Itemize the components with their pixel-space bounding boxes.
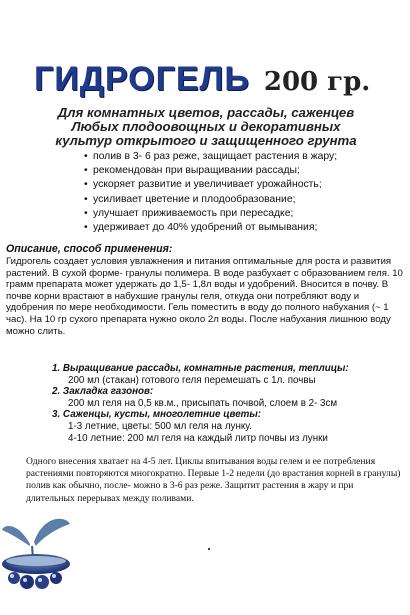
bullet: • — [84, 179, 88, 191]
title-main: ГИДРОГЕЛЬ — [34, 60, 250, 98]
step-text: 1-3 летние, цветы: 500 мл геля на лунку. — [68, 420, 252, 432]
list-item — [84, 207, 404, 221]
list-item — [84, 164, 404, 178]
step-text: 200 мл геля на 0,5 кв.м., присыпать почвой, слоем в 2- 3см — [68, 397, 338, 409]
description-text: Гидрогель создает условия увлажнения и питания оптимальные для роста и развития растений. В сухой форме- гранулы полимера. В воде разбухает с образованием геля. 10 грамм препарата может удержать до 1,5- 1,8л воды и удобрений. Вносится в почву. В почве корни врастают в набухшие гранулы геля, откуда они потребляют воду и удобрения по мере необходимости. Гель поместить в воду до полного набухания (~ 1 час). На 10 гр сухого препарата нужно около 2л воды. После набухания лишнюю воду можно слить. — [6, 256, 403, 337]
benefits-list — [84, 150, 404, 235]
benefit-text: улучшает приживаемость при пересадке; — [93, 207, 294, 219]
benefit-text: полив в 3- 6 раз реже, защищает растения в жару; — [93, 151, 338, 162]
list-item — [84, 150, 404, 164]
longevity-note: Одного внесения хватает на 4-5 лет. Циклы впитывания воды гелем и ее потребления растениями повторяются многократно. Первые 1-2 недели (до врастания корней в гранулы) полив как обычно, после- можно в 3-6 раз реже. Защитит растения в жару и при длительных перерывах между поливами. — [26, 456, 401, 504]
title-weight: 200 гр. — [263, 67, 371, 97]
list-item — [84, 178, 404, 192]
list-item — [84, 193, 404, 207]
bullet: • — [84, 222, 88, 234]
benefit-text: усиливает цветение и плодообразование; — [93, 193, 296, 205]
description-heading: Описание, способ применения: — [6, 243, 173, 255]
list-item — [84, 221, 404, 235]
benefit-text: ускоряет развитие и увеличивает урожайность; — [93, 179, 322, 191]
step-title: 3. Саженцы, кусты, многолетние цветы: — [52, 409, 261, 421]
step-text: 4-10 летние: 200 мл геля на каждый литр почвы из лунки — [68, 432, 328, 444]
subtitle-line: Любых плодоовощных и декоративных — [71, 119, 341, 134]
sprout-logo-icon — [0, 506, 74, 598]
benefit-text: рекомендован при выращивании рассады; — [93, 165, 300, 177]
step-title: 1. Выращивание рассады, комнатные растения, теплицы: — [52, 363, 349, 374]
step-text: 200 мл (стакан) готового геля перемешать с 1л. почвы — [68, 374, 316, 386]
bullet: • — [84, 165, 88, 177]
bullet: • — [84, 151, 88, 162]
bullet: • — [84, 193, 88, 205]
benefit-text: удерживает до 40% удобрений от вымывания; — [93, 222, 318, 234]
subtitle — [14, 106, 398, 148]
step-title: 2. Закладка газонов: — [52, 386, 154, 398]
subtitle-line: Для комнатных цветов, рассады, саженцев — [57, 105, 355, 120]
decorative-dot — [208, 548, 210, 550]
subtitle-line: культур открытого и защищенного грунта — [55, 133, 357, 148]
product-title — [34, 60, 394, 99]
usage-steps — [52, 363, 402, 444]
bullet: • — [84, 207, 88, 219]
